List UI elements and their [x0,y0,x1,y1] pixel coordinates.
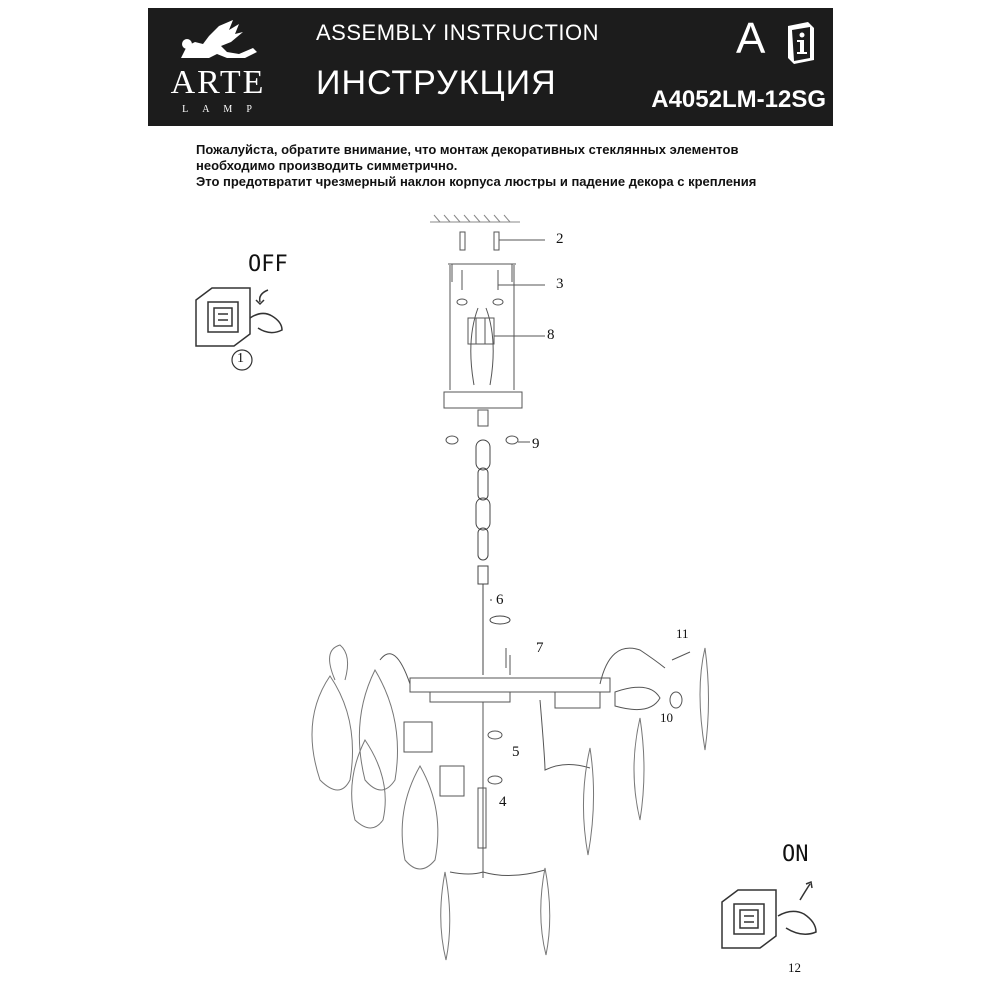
wall-anchors [460,232,545,250]
step-number-on: 12 [788,960,801,975]
notice-line: необходимо производить симметрично. [196,158,458,173]
language-letter: A [736,14,766,63]
callout-label: 4 [499,794,507,810]
brand-name: ARTE [170,64,266,101]
callout-label: 11 [676,626,689,641]
callout-label: 5 [512,744,520,760]
notice-line: Пожалуйста, обратите внимание, что монтаж декоративных стеклянных элементов [196,142,739,157]
brand-subtitle: LAMP [182,104,266,115]
canopy [444,392,530,444]
callout-label: 2 [556,231,564,247]
model-number: A4052LM-12SG [651,86,826,113]
callout-label: 7 [536,640,544,656]
mounting-bracket [448,264,545,305]
callout-label: 6 [496,592,504,608]
title-english: ASSEMBLY INSTRUCTION [316,20,600,45]
step-number-off: 1 [237,351,244,366]
callout-label: 8 [547,327,555,343]
switch-on-diagram [722,882,816,948]
central-body [404,655,660,878]
chain [476,440,510,675]
title-russian: ИНСТРУКЦИЯ [316,64,557,102]
lamp-arms [380,648,665,875]
callout-label: 3 [556,276,564,292]
switch-off-diagram [196,288,282,346]
notice-line: Это предотвратит чрезмерный наклон корпуса люстры и падение декора с крепления [196,174,757,189]
callout-label: 9 [532,436,540,452]
switch-on-label: ON [782,842,809,867]
callout-label: 10 [660,710,673,725]
ceiling-hatch [430,215,520,222]
switch-off-label: OFF [248,252,288,277]
